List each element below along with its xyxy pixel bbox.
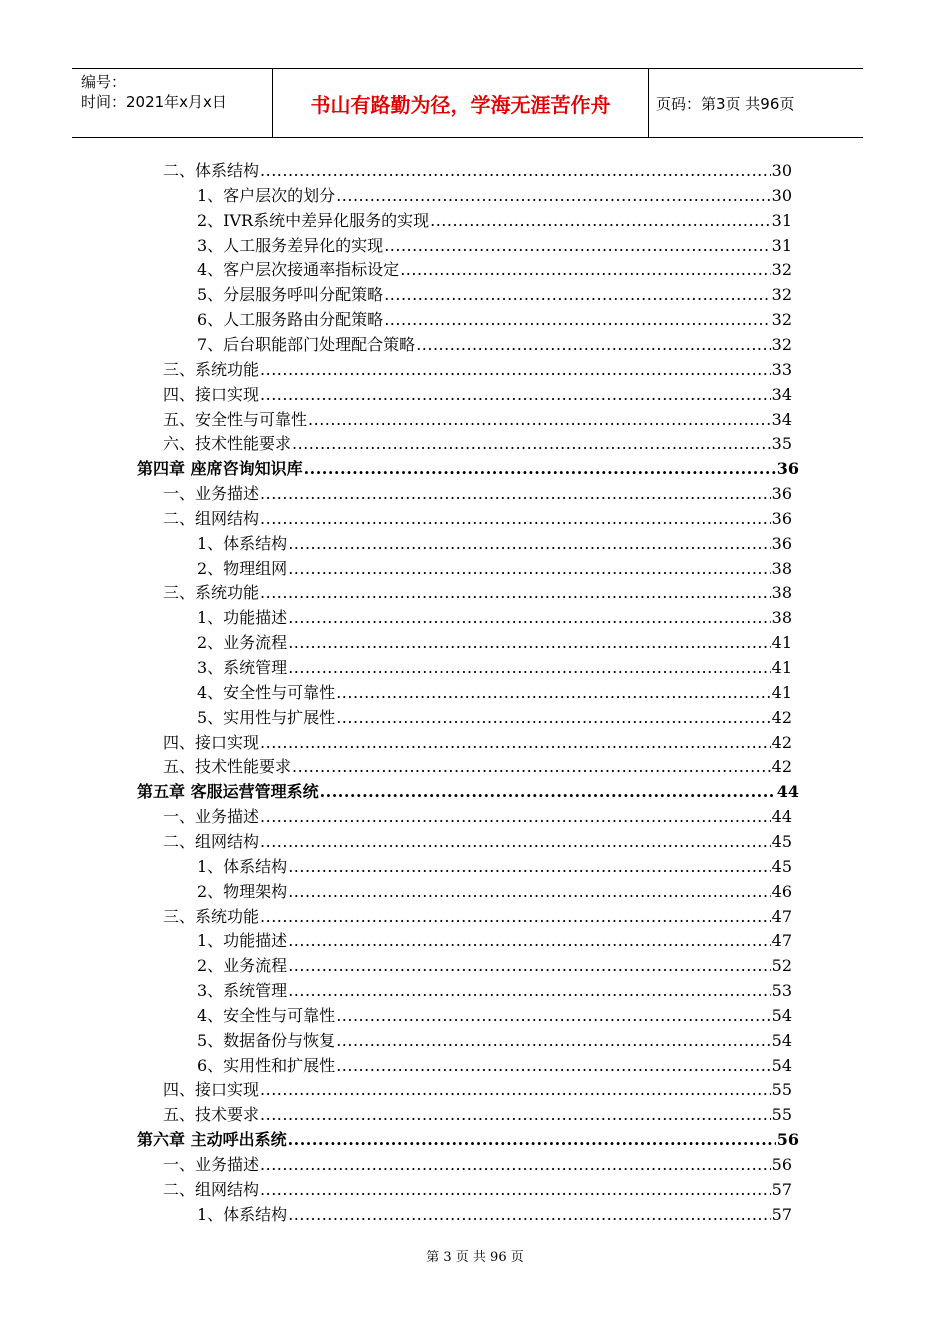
toc-entry-page-number: 41 xyxy=(771,683,792,702)
toc-entry-page-number: 55 xyxy=(771,1105,792,1124)
toc-entry-page-number: 46 xyxy=(771,882,792,901)
page-footer: 第 3 页 共 96 页 xyxy=(426,1250,524,1265)
toc-entry-page-number: 41 xyxy=(771,633,792,652)
toc-entry-title: 2、IVR系统中差异化服务的实现 xyxy=(197,211,430,230)
toc-entry-page-number: 54 xyxy=(771,1006,792,1025)
toc-entry[interactable] xyxy=(197,183,792,208)
toc-entry[interactable] xyxy=(197,655,792,680)
toc-entry[interactable] xyxy=(163,1152,792,1177)
toc-dot-leader xyxy=(260,1177,771,1202)
toc-entry[interactable] xyxy=(197,531,792,556)
toc-entry-title: 5、实用性与扩展性 xyxy=(197,708,336,727)
toc-entry[interactable] xyxy=(163,1102,792,1127)
toc-dot-leader xyxy=(384,307,770,332)
toc-dot-leader xyxy=(260,506,771,531)
toc-entry-page-number: 34 xyxy=(771,410,792,429)
toc-dot-leader xyxy=(416,332,770,357)
toc-dot-leader xyxy=(288,605,770,630)
toc-entry[interactable] xyxy=(197,233,792,258)
toc-entry-title: 二、组网结构 xyxy=(163,509,260,528)
toc-entry[interactable] xyxy=(197,1003,792,1028)
toc-dot-leader xyxy=(260,730,771,755)
toc-dot-leader xyxy=(336,680,770,705)
toc-entry-page-number: 56 xyxy=(771,1155,792,1174)
toc-entry[interactable] xyxy=(163,580,792,605)
toc-entry[interactable] xyxy=(163,158,792,183)
toc-entry-title: 4、安全性与可靠性 xyxy=(197,1006,336,1025)
toc-entry-title: 1、功能描述 xyxy=(197,608,288,627)
toc-dot-leader xyxy=(260,580,771,605)
toc-dot-leader xyxy=(260,904,771,929)
toc-entry-title: 五、技术要求 xyxy=(163,1105,260,1124)
page-header xyxy=(72,68,863,138)
toc-dot-leader xyxy=(400,257,770,282)
document-number-label: 编号： xyxy=(81,73,127,91)
toc-entry-page-number: 47 xyxy=(771,907,792,926)
toc-entry[interactable] xyxy=(197,208,792,233)
toc-entry[interactable] xyxy=(163,357,792,382)
toc-entry-page-number: 38 xyxy=(771,559,792,578)
toc-entry-page-number: 57 xyxy=(771,1180,792,1199)
toc-dot-leader xyxy=(260,829,771,854)
toc-entry-page-number: 42 xyxy=(771,708,792,727)
toc-entry[interactable] xyxy=(163,506,792,531)
toc-entry-title: 3、系统管理 xyxy=(197,658,288,677)
toc-dot-leader xyxy=(288,978,770,1003)
toc-entry-title: 四、接口实现 xyxy=(163,1080,260,1099)
toc-dot-leader xyxy=(288,928,770,953)
toc-entry-title: 三、系统功能 xyxy=(163,907,260,926)
toc-entry-title: 四、接口实现 xyxy=(163,385,260,404)
toc-entry-page-number: 47 xyxy=(771,931,792,950)
toc-entry-title: 四、接口实现 xyxy=(163,733,260,752)
toc-entry-title: 1、体系结构 xyxy=(197,1205,288,1224)
toc-entry[interactable] xyxy=(197,953,792,978)
toc-dot-leader xyxy=(288,1127,776,1152)
toc-entry-page-number: 36 xyxy=(771,484,792,503)
toc-dot-leader xyxy=(288,879,770,904)
toc-dot-leader xyxy=(260,382,771,407)
toc-entry-page-number: 44 xyxy=(776,782,799,801)
toc-entry-page-number: 32 xyxy=(771,335,792,354)
toc-entry-title: 1、功能描述 xyxy=(197,931,288,950)
toc-entry-page-number: 57 xyxy=(771,1205,792,1224)
toc-entry-page-number: 38 xyxy=(771,608,792,627)
toc-entry-title: 2、业务流程 xyxy=(197,633,288,652)
toc-entry-page-number: 56 xyxy=(776,1130,799,1149)
toc-entry[interactable] xyxy=(163,407,792,432)
toc-entry[interactable] xyxy=(163,1177,792,1202)
toc-entry-title: 2、物理架构 xyxy=(197,882,288,901)
toc-entry-title: 二、组网结构 xyxy=(163,832,260,851)
toc-entry-page-number: 52 xyxy=(771,956,792,975)
toc-entry-page-number: 54 xyxy=(771,1031,792,1050)
toc-entry[interactable] xyxy=(197,978,792,1003)
toc-dot-leader xyxy=(336,1028,770,1053)
toc-entry[interactable] xyxy=(197,630,792,655)
toc-dot-leader xyxy=(336,1053,770,1078)
toc-entry-title: 3、系统管理 xyxy=(197,981,288,1000)
toc-entry[interactable] xyxy=(163,1077,792,1102)
toc-dot-leader xyxy=(430,208,771,233)
toc-entry-page-number: 54 xyxy=(771,1056,792,1075)
toc-entry[interactable] xyxy=(197,1028,792,1053)
toc-dot-leader xyxy=(260,481,771,506)
toc-entry[interactable] xyxy=(197,332,792,357)
toc-entry-title: 二、体系结构 xyxy=(163,161,260,180)
toc-entry[interactable] xyxy=(163,481,792,506)
toc-entry[interactable] xyxy=(197,1202,792,1227)
toc-entry-title: 六、技术性能要求 xyxy=(163,434,292,453)
toc-entry[interactable] xyxy=(197,928,792,953)
toc-entry[interactable] xyxy=(137,1127,799,1152)
toc-entry-page-number: 42 xyxy=(771,733,792,752)
toc-entry-page-number: 55 xyxy=(771,1080,792,1099)
toc-entry[interactable] xyxy=(137,456,799,481)
toc-dot-leader xyxy=(336,705,770,730)
toc-entry[interactable] xyxy=(197,605,792,630)
toc-dot-leader xyxy=(288,556,770,581)
toc-entry-title: 5、分层服务呼叫分配策略 xyxy=(197,285,384,304)
toc-entry-page-number: 31 xyxy=(771,211,792,230)
toc-dot-leader xyxy=(288,1202,770,1227)
toc-dot-leader xyxy=(288,953,770,978)
toc-entry-page-number: 32 xyxy=(771,260,792,279)
toc-entry-title: 2、业务流程 xyxy=(197,956,288,975)
toc-entry-title: 6、实用性和扩展性 xyxy=(197,1056,336,1075)
toc-entry-title: 五、技术性能要求 xyxy=(163,757,292,776)
toc-entry-title: 5、数据备份与恢复 xyxy=(197,1031,336,1050)
toc-entry-title: 第六章 主动呼出系统 xyxy=(137,1130,287,1149)
toc-entry-page-number: 53 xyxy=(771,981,792,1000)
toc-entry[interactable] xyxy=(197,705,792,730)
toc-dot-leader xyxy=(292,431,771,456)
toc-entry-page-number: 45 xyxy=(771,857,792,876)
toc-entry[interactable] xyxy=(163,382,792,407)
toc-entry-title: 1、客户层次的划分 xyxy=(197,186,336,205)
toc-entry[interactable] xyxy=(137,779,799,804)
toc-entry[interactable] xyxy=(163,804,792,829)
toc-dot-leader xyxy=(260,158,771,183)
toc-entry-title: 一、业务描述 xyxy=(163,1155,260,1174)
toc-entry[interactable] xyxy=(197,854,792,879)
toc-entry-title: 4、客户层次接通率指标设定 xyxy=(197,260,400,279)
toc-dot-leader xyxy=(260,1152,771,1177)
toc-dot-leader xyxy=(304,456,776,481)
toc-entry-title: 6、人工服务路由分配策略 xyxy=(197,310,384,329)
toc-entry-page-number: 32 xyxy=(771,285,792,304)
toc-entry[interactable] xyxy=(197,680,792,705)
toc-dot-leader xyxy=(288,630,770,655)
toc-dot-leader xyxy=(260,1077,771,1102)
toc-entry[interactable] xyxy=(197,556,792,581)
toc-entry[interactable] xyxy=(163,730,792,755)
toc-dot-leader xyxy=(288,531,770,556)
toc-entry-page-number: 44 xyxy=(771,807,792,826)
toc-dot-leader xyxy=(288,655,770,680)
toc-dot-leader xyxy=(336,1003,770,1028)
toc-entry-title: 第五章 客服运营管理系统 xyxy=(137,782,319,801)
toc-entry-page-number: 30 xyxy=(771,161,792,180)
toc-entry-page-number: 45 xyxy=(771,832,792,851)
toc-entry-title: 1、体系结构 xyxy=(197,857,288,876)
toc-entry-title: 五、安全性与可靠性 xyxy=(163,410,308,429)
toc-entry-title: 第四章 座席咨询知识库 xyxy=(137,459,303,478)
toc-entry-page-number: 41 xyxy=(771,658,792,677)
toc-entry[interactable] xyxy=(197,879,792,904)
toc-entry-page-number: 32 xyxy=(771,310,792,329)
toc-entry-page-number: 35 xyxy=(771,434,792,453)
toc-entry-page-number: 33 xyxy=(771,360,792,379)
toc-entry-page-number: 42 xyxy=(771,757,792,776)
toc-dot-leader xyxy=(260,1102,771,1127)
toc-entry-title: 一、业务描述 xyxy=(163,484,260,503)
toc-dot-leader xyxy=(260,804,771,829)
toc-entry-title: 2、物理组网 xyxy=(197,559,288,578)
toc-entry-title: 4、安全性与可靠性 xyxy=(197,683,336,702)
toc-entry-title: 三、系统功能 xyxy=(163,360,260,379)
toc-entry[interactable] xyxy=(163,431,792,456)
toc-entry-title: 3、人工服务差异化的实现 xyxy=(197,236,384,255)
header-motto: 书山有路勤为径，学海无涯苦作舟 xyxy=(273,69,649,137)
toc-entry-page-number: 38 xyxy=(771,583,792,602)
toc-entry-title: 1、体系结构 xyxy=(197,534,288,553)
document-time-label: 时间：2021年x月x日 xyxy=(81,93,227,111)
toc-dot-leader xyxy=(292,754,771,779)
toc-dot-leader xyxy=(288,854,770,879)
toc-entry[interactable] xyxy=(163,829,792,854)
toc-dot-leader xyxy=(336,183,770,208)
toc-entry-page-number: 36 xyxy=(771,534,792,553)
toc-dot-leader xyxy=(320,779,776,804)
toc-entry[interactable] xyxy=(163,904,792,929)
toc-entry[interactable] xyxy=(197,307,792,332)
toc-entry[interactable] xyxy=(163,754,792,779)
toc-entry-page-number: 36 xyxy=(771,509,792,528)
toc-entry-title: 二、组网结构 xyxy=(163,1180,260,1199)
header-meta-cell xyxy=(72,69,273,137)
toc-entry[interactable] xyxy=(197,282,792,307)
header-page-info: 页码：第3页 共96页 xyxy=(656,94,795,113)
toc-entry-page-number: 34 xyxy=(771,385,792,404)
toc-entry-page-number: 31 xyxy=(771,236,792,255)
toc-entry-title: 三、系统功能 xyxy=(163,583,260,602)
toc-entry-title: 7、后台职能部门处理配合策略 xyxy=(197,335,416,354)
toc-dot-leader xyxy=(384,282,770,307)
toc-dot-leader xyxy=(308,407,771,432)
toc-entry-title: 一、业务描述 xyxy=(163,807,260,826)
toc-dot-leader xyxy=(260,357,771,382)
toc-entry[interactable] xyxy=(197,1053,792,1078)
toc-dot-leader xyxy=(384,233,770,258)
toc-entry[interactable] xyxy=(197,257,792,282)
toc-entry-page-number: 30 xyxy=(771,186,792,205)
toc-entry-page-number: 36 xyxy=(776,459,799,478)
